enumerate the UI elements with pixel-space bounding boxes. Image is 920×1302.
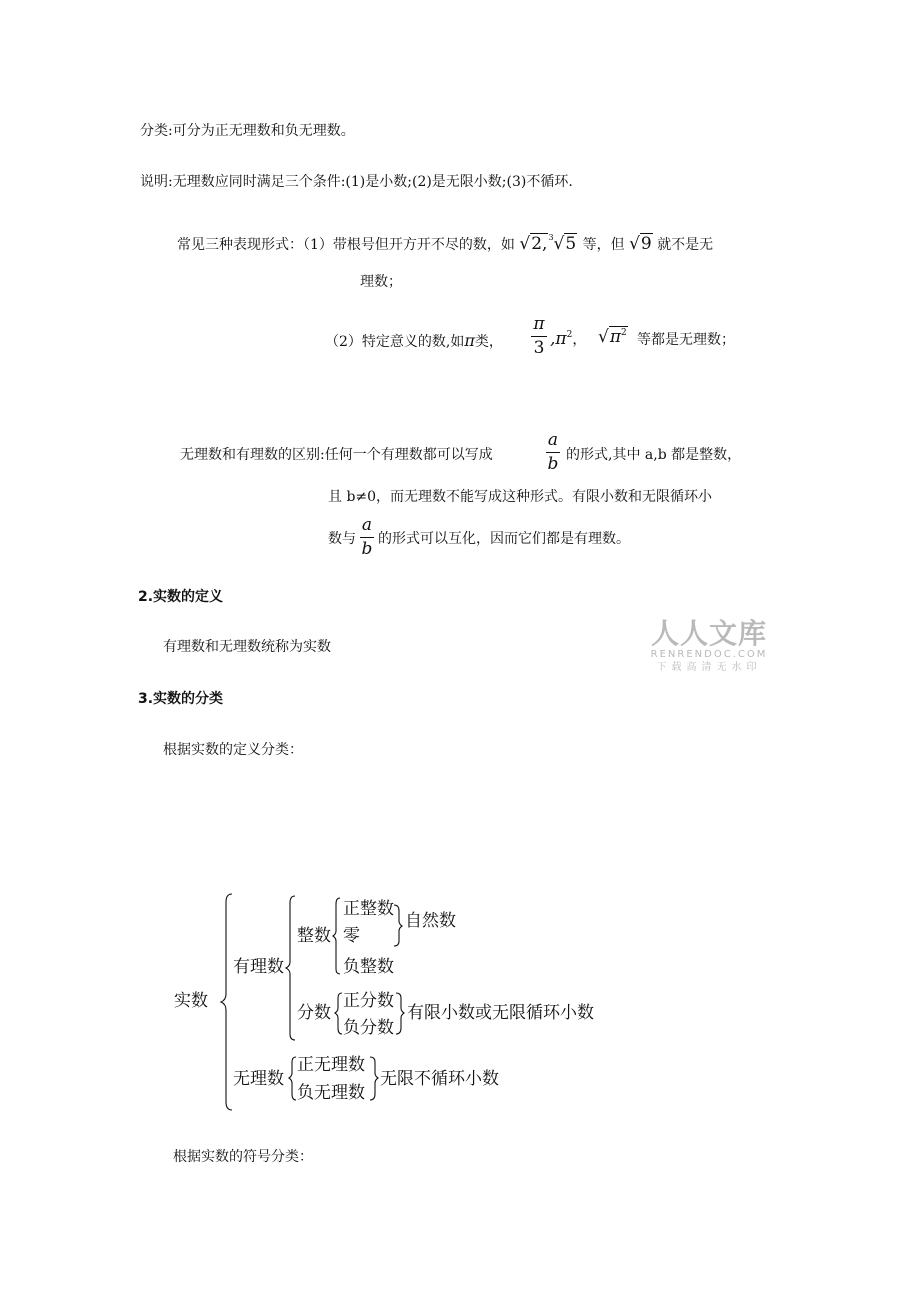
positive-fraction: 正分数 (343, 991, 394, 1011)
a-over-b-fraction: a b (547, 430, 559, 474)
section-3-outro: 根据实数的符号分类： (173, 1149, 313, 1165)
pi-squared: $,\pi^2$， (550, 329, 587, 349)
watermark-url: RENRENDOC.COM (650, 649, 768, 660)
forms-item-2-end: 等都是无理数； (637, 332, 735, 348)
irrational-decimal-note: 无限不循环小数 (380, 1069, 499, 1089)
cbrt-5: $^3$√5 (548, 233, 577, 254)
fraction-note-brace (396, 993, 404, 1034)
negative-fraction: 负分数 (343, 1018, 394, 1038)
condition-note: 说明:无理数应同时满足三个条件:(1)是小数;(2)是无限小数;(3)不循环. (140, 174, 573, 190)
zero: 零 (343, 926, 360, 946)
irrational-number: 无理数 (233, 1069, 284, 1089)
integer: 整数 (297, 926, 331, 946)
negative-irrational: 负无理数 (297, 1083, 365, 1103)
forms-line-2: 理数； (360, 274, 402, 290)
difference-line-3-prefix: 数与 (328, 531, 356, 547)
a-over-b-fraction-2: a b (361, 515, 373, 559)
forms-mid: 等，但 (582, 237, 625, 253)
difference-line-2: 且 b≠0，而无理数不能写成这种形式。有限小数和无限循环小 (328, 489, 713, 505)
natural-brace (394, 905, 402, 946)
difference-prefix: 无理数和有理数的区别:任何一个有理数都可以写成 (180, 447, 493, 463)
rational-number: 有理数 (233, 957, 284, 977)
forms-end: 就不是无 (657, 237, 714, 253)
sqrt-9: √9 (629, 234, 652, 254)
positive-integer: 正整数 (343, 899, 394, 919)
pi-over-3-fraction: π 3 (531, 316, 547, 357)
irrational-note-brace (370, 1057, 378, 1100)
irrational-brace (289, 1057, 296, 1100)
rational-brace (286, 896, 295, 1040)
negative-integer: 负整数 (343, 957, 394, 977)
difference-suffix: 的形式,其中 a,b 都是整数， (566, 447, 742, 463)
forms-intro: 常见三种表现形式：（1）带根号但开方开不尽的数，如 (177, 237, 515, 253)
section-2-heading: 2.实数的定义 (138, 589, 224, 605)
section-3-heading: 3.实数的分类 (138, 691, 224, 707)
integer-brace (333, 898, 340, 974)
fraction-brace (335, 993, 342, 1034)
watermark-slogan: 下载高清无水印 (656, 662, 762, 673)
positive-irrational: 正无理数 (297, 1055, 365, 1075)
difference-line-3-suffix: 的形式可以互化，因而它们都是有理数。 (378, 531, 630, 547)
natural-number: 自然数 (405, 911, 456, 931)
sqrt-2: √2, (519, 234, 548, 254)
fraction: 分数 (297, 1003, 331, 1023)
sqrt-pi-squared: $√\pi^2$ (598, 327, 627, 347)
classify-text: 分类:可分为正无理数和负无理数。 (140, 123, 355, 139)
forms-item-2-prefix: （2）特定意义的数,如π类， (325, 331, 503, 350)
section-2-body: 有理数和无理数统称为实数 (163, 639, 331, 655)
fraction-decimal-note: 有限小数或无限循环小数 (407, 1003, 594, 1023)
section-3-intro: 根据实数的定义分类： (163, 742, 303, 758)
root-real-number: 实数 (174, 991, 208, 1011)
watermark-title: 人人文库 (650, 617, 767, 650)
root-brace (221, 894, 232, 1110)
